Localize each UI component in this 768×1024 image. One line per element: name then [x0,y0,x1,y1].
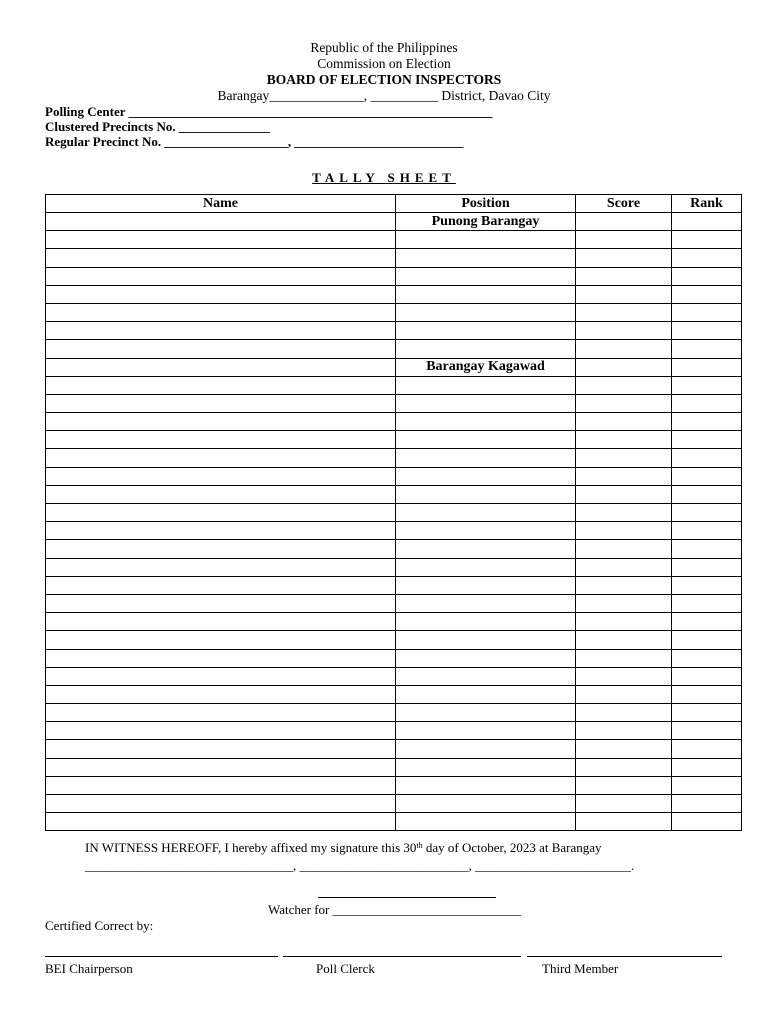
rank-cell[interactable] [672,522,742,540]
position-cell[interactable] [396,685,576,703]
position-cell[interactable] [396,340,576,358]
position-cell[interactable] [396,813,576,831]
watcher-label: Watcher for [268,902,330,917]
score-cell[interactable] [576,540,672,558]
tally-row [46,340,742,358]
name-cell[interactable] [46,504,396,522]
score-cell[interactable] [576,704,672,722]
tally-row [46,685,742,703]
score-cell[interactable] [576,813,672,831]
name-cell[interactable] [46,667,396,685]
rank-cell[interactable] [672,685,742,703]
rank-cell[interactable] [672,540,742,558]
name-cell[interactable] [46,231,396,249]
column-header-rank: Rank [672,195,742,213]
rank-cell[interactable] [672,485,742,503]
position-cell: Barangay Kagawad [396,358,576,376]
score-cell[interactable] [576,740,672,758]
header-commission: Commission on Election [317,56,451,71]
score-cell[interactable] [576,449,672,467]
column-header-score: Score [576,195,672,213]
tally-row [46,285,742,303]
position-cell[interactable] [396,795,576,813]
rank-cell[interactable] [672,613,742,631]
tally-row [46,594,742,612]
tally-row [46,613,742,631]
score-cell[interactable] [576,522,672,540]
score-cell[interactable] [576,795,672,813]
name-cell[interactable] [46,722,396,740]
tally-row [46,576,742,594]
tally-row [46,267,742,285]
watcher-blank: _____________________________ [332,902,522,917]
rank-cell[interactable] [672,504,742,522]
name-cell[interactable] [46,558,396,576]
position-cell[interactable] [396,504,576,522]
tally-row [46,776,742,794]
rank-cell[interactable] [672,758,742,776]
position-cell[interactable] [396,594,576,612]
tally-row [46,722,742,740]
score-cell[interactable] [576,649,672,667]
name-cell[interactable] [46,740,396,758]
rank-cell[interactable] [672,267,742,285]
score-cell[interactable] [576,249,672,267]
rank-cell[interactable] [672,394,742,412]
name-cell[interactable] [46,776,396,794]
position-cell[interactable] [396,576,576,594]
rank-cell[interactable] [672,740,742,758]
name-cell[interactable] [46,249,396,267]
tally-row [46,667,742,685]
position-cell[interactable] [396,394,576,412]
rank-cell[interactable] [672,231,742,249]
position-cell[interactable] [396,285,576,303]
name-cell[interactable] [46,594,396,612]
rank-cell[interactable] [672,776,742,794]
position-cell[interactable] [396,704,576,722]
score-cell[interactable] [576,340,672,358]
name-cell[interactable] [46,413,396,431]
tally-header-row [46,195,742,213]
name-cell[interactable] [46,649,396,667]
score-cell[interactable] [576,758,672,776]
score-cell[interactable] [576,504,672,522]
rank-cell[interactable] [672,431,742,449]
position-cell[interactable] [396,558,576,576]
tally-row [46,431,742,449]
tally-row [46,231,742,249]
tally-row [46,522,742,540]
name-cell[interactable] [46,267,396,285]
position-cell[interactable] [396,322,576,340]
tally-sheet-title: TALLY SHEET [312,170,456,185]
witness-blank-lines: ________________________________, __________________________, ________________________. [85,858,635,873]
tally-row [46,649,742,667]
tally-row [46,303,742,321]
tally-row [46,413,742,431]
name-cell[interactable] [46,449,396,467]
header-republic: Republic of the Philippines [310,40,458,55]
rank-cell[interactable] [672,667,742,685]
score-cell[interactable] [576,613,672,631]
tally-row [46,540,742,558]
position-cell[interactable] [396,776,576,794]
name-cell[interactable] [46,213,396,231]
score-cell[interactable] [576,213,672,231]
rank-cell[interactable] [672,303,742,321]
score-cell[interactable] [576,594,672,612]
rank-cell[interactable] [672,358,742,376]
signatory-third-member: Third Member [542,961,619,976]
tally-row [46,740,742,758]
tally-row [46,394,742,412]
score-cell[interactable] [576,376,672,394]
tally-row [46,376,742,394]
position-cell[interactable] [396,303,576,321]
name-cell[interactable] [46,685,396,703]
name-cell[interactable] [46,431,396,449]
rank-cell[interactable] [672,576,742,594]
position-cell[interactable] [396,485,576,503]
position-cell[interactable] [396,613,576,631]
position-cell[interactable] [396,758,576,776]
rank-cell[interactable] [672,631,742,649]
score-cell[interactable] [576,485,672,503]
watcher-signature-line [318,897,496,898]
witness-text-after: day of October, 2023 at Barangay [422,840,602,855]
name-cell[interactable] [46,376,396,394]
rank-cell[interactable] [672,467,742,485]
name-cell[interactable] [46,340,396,358]
rank-cell[interactable] [672,594,742,612]
name-cell[interactable] [46,285,396,303]
third-member-signature-line [527,956,722,957]
position-cell[interactable] [396,467,576,485]
clustered-precincts-field: Clustered Precincts No. ______________ [45,119,270,134]
name-cell[interactable] [46,485,396,503]
rank-cell[interactable] [672,649,742,667]
position-cell[interactable] [396,413,576,431]
tally-row [46,249,742,267]
regular-precinct-field: Regular Precinct No. ___________________, __________________________ [45,134,464,149]
score-cell[interactable] [576,685,672,703]
score-cell[interactable] [576,267,672,285]
signatory-poll-clerk: Poll Clerck [316,961,375,976]
name-cell[interactable] [46,322,396,340]
rank-cell[interactable] [672,813,742,831]
position-cell[interactable] [396,522,576,540]
score-cell[interactable] [576,722,672,740]
watcher-line [268,902,521,917]
name-cell[interactable] [46,303,396,321]
column-header-name: Name [46,195,396,213]
position-cell[interactable] [396,740,576,758]
rank-cell[interactable] [672,285,742,303]
score-cell[interactable] [576,667,672,685]
rank-cell[interactable] [672,322,742,340]
name-cell[interactable] [46,813,396,831]
rank-cell[interactable] [672,249,742,267]
position-cell[interactable] [396,376,576,394]
tally-row [46,485,742,503]
tally-row [46,322,742,340]
chairperson-signature-line [45,956,278,957]
witness-statement [85,840,602,855]
name-cell[interactable] [46,576,396,594]
tally-row [46,504,742,522]
position-cell: Punong Barangay [396,213,576,231]
position-cell[interactable] [396,649,576,667]
witness-sup: th [416,841,423,850]
name-cell[interactable] [46,540,396,558]
name-cell[interactable] [46,467,396,485]
score-cell[interactable] [576,285,672,303]
witness-text-before: IN WITNESS HEREOFF, I hereby affixed my signature this 30 [85,840,417,855]
rank-cell[interactable] [672,413,742,431]
tally-row [46,795,742,813]
poll-clerk-signature-line [283,956,521,957]
position-cell[interactable] [396,449,576,467]
tally-row [46,758,742,776]
score-cell[interactable] [576,558,672,576]
tally-row [46,704,742,722]
name-cell[interactable] [46,704,396,722]
score-cell[interactable] [576,631,672,649]
tally-row [46,813,742,831]
header-barangay-line: Barangay______________, __________ District, Davao City [217,88,551,103]
rank-cell[interactable] [672,722,742,740]
rank-cell[interactable] [672,704,742,722]
rank-cell[interactable] [672,449,742,467]
position-cell[interactable] [396,667,576,685]
tally-row [46,358,742,376]
name-cell[interactable] [46,358,396,376]
score-cell[interactable] [576,303,672,321]
name-cell[interactable] [46,522,396,540]
rank-cell[interactable] [672,213,742,231]
rank-cell[interactable] [672,376,742,394]
score-cell[interactable] [576,322,672,340]
tally-row [46,467,742,485]
name-cell[interactable] [46,758,396,776]
score-cell[interactable] [576,413,672,431]
position-cell[interactable] [396,431,576,449]
score-cell[interactable] [576,231,672,249]
tally-row [46,449,742,467]
certified-correct-label: Certified Correct by: [45,918,154,933]
position-cell[interactable] [396,249,576,267]
rank-cell[interactable] [672,795,742,813]
rank-cell[interactable] [672,340,742,358]
score-cell[interactable] [576,394,672,412]
header-board: BOARD OF ELECTION INSPECTORS [266,72,502,87]
position-cell[interactable] [396,722,576,740]
polling-center-field: Polling Center ________________________________________________________ [45,104,493,119]
position-cell[interactable] [396,267,576,285]
tally-row [46,213,742,231]
score-cell[interactable] [576,467,672,485]
position-cell[interactable] [396,631,576,649]
rank-cell[interactable] [672,558,742,576]
signatory-bei-chairperson: BEI Chairperson [45,961,133,976]
tally-row [46,631,742,649]
name-cell[interactable] [46,613,396,631]
name-cell[interactable] [46,394,396,412]
score-cell[interactable] [576,431,672,449]
position-cell[interactable] [396,540,576,558]
column-header-position: Position [396,195,576,213]
name-cell[interactable] [46,631,396,649]
position-cell[interactable] [396,231,576,249]
score-cell[interactable] [576,358,672,376]
score-cell[interactable] [576,776,672,794]
tally-row [46,558,742,576]
score-cell[interactable] [576,576,672,594]
tally-table [45,194,742,831]
name-cell[interactable] [46,795,396,813]
